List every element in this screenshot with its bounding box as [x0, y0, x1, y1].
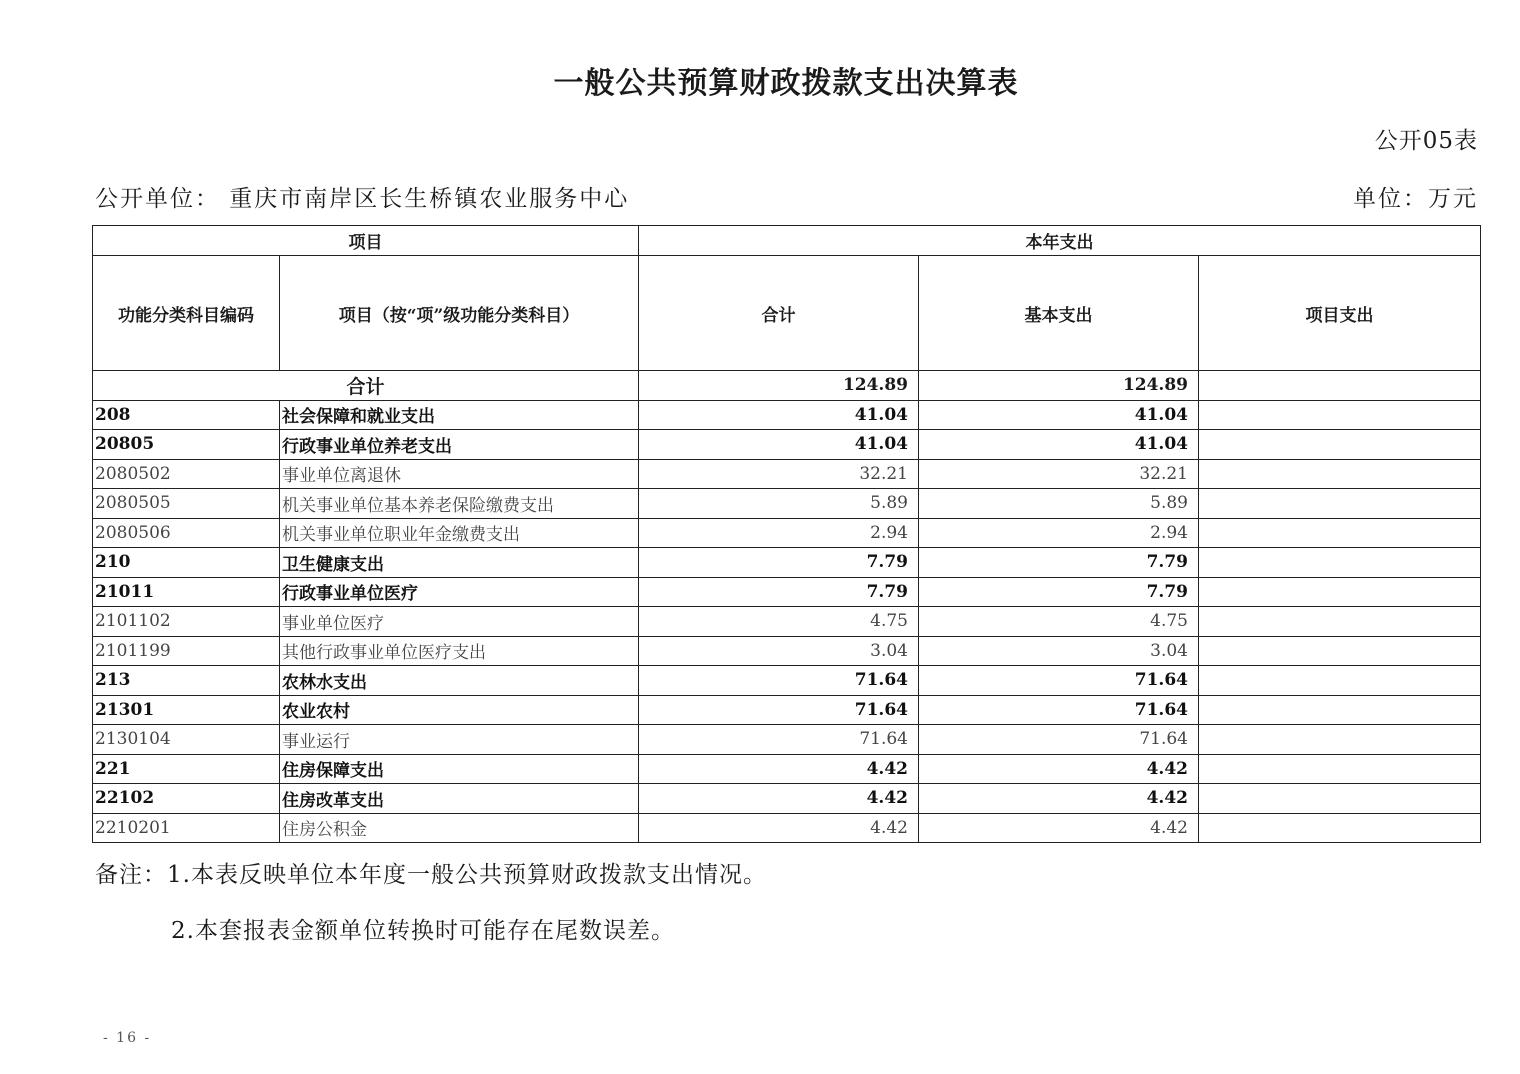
col-header-basic: 基本支出 [919, 256, 1199, 371]
row-total: 4.42 [639, 813, 919, 843]
row-name: 机关事业单位职业年金缴费支出 [280, 518, 639, 548]
row-total: 5.89 [639, 489, 919, 519]
unit-line [95, 180, 1478, 212]
row-project [1199, 489, 1481, 519]
row-basic: 2.94 [919, 518, 1199, 548]
total-row [93, 371, 1481, 401]
row-project [1199, 784, 1481, 814]
row-basic: 5.89 [919, 489, 1199, 519]
row-name: 卫生健康支出 [280, 548, 639, 578]
row-code: 20805 [93, 430, 280, 460]
row-total: 41.04 [639, 430, 919, 460]
row-total: 2.94 [639, 518, 919, 548]
table-row [93, 754, 1481, 784]
page-number: - 16 - [103, 1030, 152, 1046]
row-total: 71.64 [639, 666, 919, 696]
row-code: 2101102 [93, 607, 280, 637]
row-name: 事业单位离退休 [280, 459, 639, 489]
table-row [93, 518, 1481, 548]
row-total: 3.04 [639, 636, 919, 666]
table-row [93, 577, 1481, 607]
table-row [93, 489, 1481, 519]
row-basic: 4.42 [919, 754, 1199, 784]
row-code: 21011 [93, 577, 280, 607]
row-total: 71.64 [639, 725, 919, 755]
table-row [93, 636, 1481, 666]
table-row [93, 784, 1481, 814]
row-total: 7.79 [639, 548, 919, 578]
col-header-total: 合计 [639, 256, 919, 371]
row-code: 2080506 [93, 518, 280, 548]
table-row [93, 459, 1481, 489]
row-basic: 7.79 [919, 548, 1199, 578]
col-header-code: 功能分类科目编码 [93, 256, 280, 371]
reporting-unit: 公开单位： 重庆市南岸区长生桥镇农业服务中心 [95, 186, 630, 212]
row-name: 农林水支出 [280, 666, 639, 696]
row-name: 其他行政事业单位医疗支出 [280, 636, 639, 666]
row-total: 32.21 [639, 459, 919, 489]
row-code: 2101199 [93, 636, 280, 666]
header-item: 项目 [93, 226, 639, 256]
row-code: 2080502 [93, 459, 280, 489]
page-title: 一般公共预算财政拨款支出决算表 [553, 66, 1019, 101]
row-project [1199, 725, 1481, 755]
row-basic: 71.64 [919, 695, 1199, 725]
row-name: 行政事业单位医疗 [280, 577, 639, 607]
row-code: 208 [93, 400, 280, 430]
row-code: 22102 [93, 784, 280, 814]
row-name: 住房保障支出 [280, 754, 639, 784]
table-row [93, 607, 1481, 637]
row-name: 行政事业单位养老支出 [280, 430, 639, 460]
row-project [1199, 430, 1481, 460]
total-total: 124.89 [639, 371, 919, 401]
row-total: 4.42 [639, 754, 919, 784]
row-total: 4.42 [639, 784, 919, 814]
currency-unit: 单位：万元 [1353, 186, 1478, 212]
row-total: 41.04 [639, 400, 919, 430]
row-project [1199, 548, 1481, 578]
row-code: 21301 [93, 695, 280, 725]
row-basic: 4.42 [919, 784, 1199, 814]
row-total: 7.79 [639, 577, 919, 607]
row-basic: 7.79 [919, 577, 1199, 607]
table-row [93, 725, 1481, 755]
row-project [1199, 695, 1481, 725]
table-row [93, 400, 1481, 430]
row-project [1199, 666, 1481, 696]
row-basic: 32.21 [919, 459, 1199, 489]
row-basic: 41.04 [919, 430, 1199, 460]
row-name: 住房改革支出 [280, 784, 639, 814]
row-basic: 71.64 [919, 666, 1199, 696]
row-name: 社会保障和就业支出 [280, 400, 639, 430]
row-project [1199, 518, 1481, 548]
row-code: 213 [93, 666, 280, 696]
row-total: 4.75 [639, 607, 919, 637]
total-basic: 124.89 [919, 371, 1199, 401]
table-row [93, 813, 1481, 843]
row-name: 事业单位医疗 [280, 607, 639, 637]
row-code: 2080505 [93, 489, 280, 519]
row-project [1199, 813, 1481, 843]
table-row [93, 430, 1481, 460]
row-project [1199, 754, 1481, 784]
row-project [1199, 459, 1481, 489]
row-basic: 3.04 [919, 636, 1199, 666]
header-row-1 [93, 226, 1481, 256]
table-row [93, 695, 1481, 725]
table-row [93, 666, 1481, 696]
col-header-name: 项目（按“项”级功能分类科目） [280, 256, 639, 371]
row-code: 2130104 [93, 725, 280, 755]
row-basic: 71.64 [919, 725, 1199, 755]
budget-table [92, 225, 1481, 843]
note-line-2: 2.本套报表金额单位转换时可能存在尾数误差。 [171, 918, 675, 944]
total-label: 合计 [93, 371, 639, 401]
row-basic: 4.42 [919, 813, 1199, 843]
header-row-2 [93, 256, 1481, 371]
row-name: 机关事业单位基本养老保险缴费支出 [280, 489, 639, 519]
total-project [1199, 371, 1481, 401]
row-total: 71.64 [639, 695, 919, 725]
note-line-1: 备注：1.本表反映单位本年度一般公共预算财政拨款支出情况。 [95, 862, 767, 888]
row-project [1199, 607, 1481, 637]
row-basic: 4.75 [919, 607, 1199, 637]
row-basic: 41.04 [919, 400, 1199, 430]
row-code: 210 [93, 548, 280, 578]
table-row [93, 548, 1481, 578]
row-name: 住房公积金 [280, 813, 639, 843]
row-project [1199, 400, 1481, 430]
row-project [1199, 636, 1481, 666]
row-project [1199, 577, 1481, 607]
row-name: 事业运行 [280, 725, 639, 755]
row-name: 农业农村 [280, 695, 639, 725]
row-code: 221 [93, 754, 280, 784]
form-number: 公开05表 [1374, 128, 1478, 154]
row-code: 2210201 [93, 813, 280, 843]
header-current-year: 本年支出 [639, 226, 1481, 256]
col-header-project: 项目支出 [1199, 256, 1481, 371]
